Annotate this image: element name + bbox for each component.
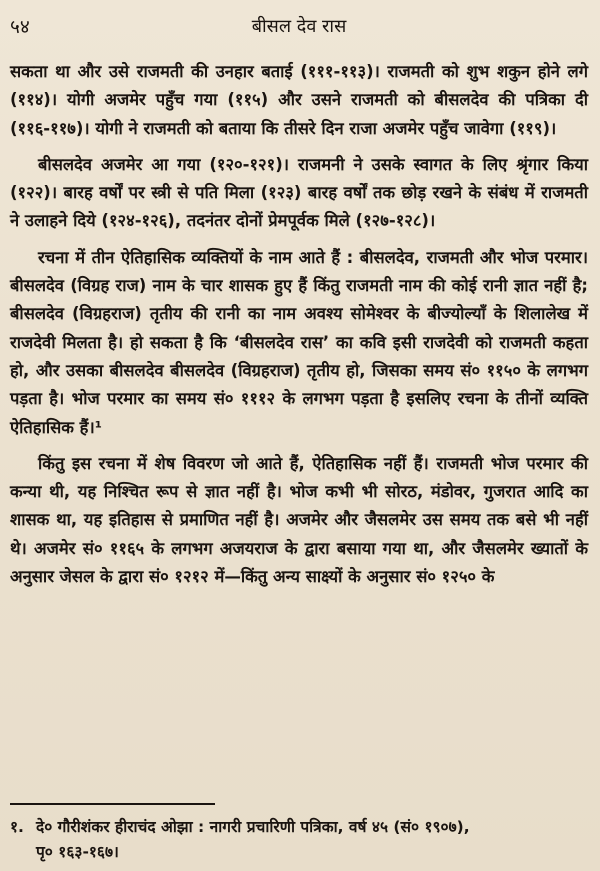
footnote-line-1	[10, 815, 588, 840]
footnote-divider	[10, 803, 215, 805]
paragraph-2: बीसलदेव अजमेर आ गया (१२०-१२१)। राजमनी ने उसके स्वागत के लिए श्रृंगार किया (१२२)। बारह वर्षों पर स्त्री से पति मिला (१२३) बारह वर्षों तक छोड़ रखने के संबंध में राजमती ने उलाहने दिये (१२४-१२६), तदनंतर दोनों प्रेमपूर्वक मिले (१२७-१२८)।	[10, 154, 588, 231]
footnote-text: दे० गौरीशंकर हीराचंद ओझा : नागरी प्रचारिणी पत्रिका, वर्ष ४५ (सं० १९०७),	[36, 818, 470, 836]
footnote	[10, 815, 588, 865]
body-text	[10, 58, 588, 599]
paragraph-1: सकता था और उसे राजमती की उनहार बताई (१११-११३)। राजमती को शुभ शकुन होने लगे (११४)। योगी अजमेर पहुँच गया (११५) और उसने राजमती को बीसलदेव की पत्रिका दी (११६-११७)। योगी ने राजमती को बताया कि तीसरे दिन राजा अजमेर पहुँच जावेगा (११९)।	[10, 62, 588, 138]
footnote-line-2: पृ० १६३-१६७।	[36, 843, 119, 861]
page-number: ५४	[10, 16, 30, 38]
paragraph-4: किंतु इस रचना में शेष विवरण जो आते हैं, ऐतिहासिक नहीं हैं। राजमती भोज परमार की कन्या थी, यह निश्चित रूप से ज्ञात नहीं है। भोज कभी भी सोरठ, मंडोवर, गुजरात आदि का शासक था, यह इतिहास से प्रमाणित नहीं है। अजमेर और जैसलमेर उस समय तक बसे भी नहीं थे। अजमेर सं० ११६५ के लगभग अजयराज के द्वारा बसाया गया था, और जैसलमेर ख्यातों के अनुसार जेसल के द्वारा सं० १२१२ में—किंतु अन्य साक्ष्यों के अनुसार सं० १२५० के	[10, 453, 588, 587]
footnote-number: १.	[10, 818, 24, 836]
page-header	[10, 14, 588, 42]
paragraph-3: रचना में तीन ऐतिहासिक व्यक्तियों के नाम आते हैं : बीसलदेव, राजमती और भोज परमार। बीसलदेव (विग्रह राज) नाम के चार शासक हुए हैं किंतु राजमती नाम की कोई रानी ज्ञात नहीं है; बीसलदेव (विग्रहराज) तृतीय की रानी का नाम अवश्य सोमेश्वर के बीज्योल्यॉं के शिलालेख में राजदेवी मिलता है। हो सकता है कि ‘बीसलदेव रास’ का कवि इसी राजदेवी को राजमती कहता हो, और उसका बीसलदेव बीसलदेव (विग्रहराज) तृतीय हो, जिसका समय सं० ११५० के लगभग पड़ता है। भोज परमार का समय सं० १११२ के लगभग पड़ता है इसलिए रचना के तीनों व्यक्ति ऐतिहासिक हैं।¹	[10, 247, 588, 437]
running-title: बीसल देव रास	[251, 16, 347, 37]
